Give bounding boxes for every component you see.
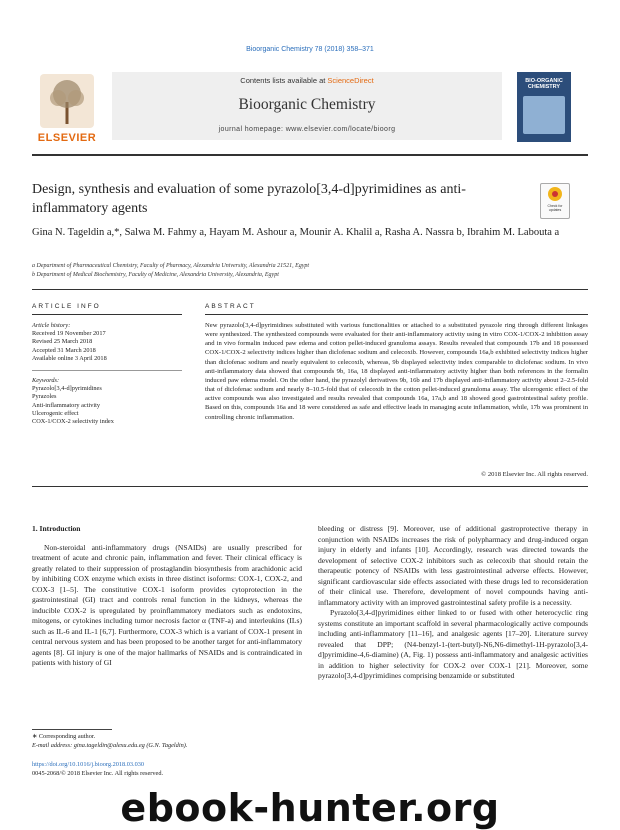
body-column-left xyxy=(32,524,302,669)
contents-line xyxy=(112,76,502,85)
elsevier-logo xyxy=(32,72,102,148)
elsevier-wordmark: ELSEVIER xyxy=(37,132,97,144)
history-label: Article history: xyxy=(32,322,71,329)
email-address[interactable]: E-mail address: gina.tageldin@alexu.edu.eg (G.N. Tageldin). xyxy=(32,742,188,749)
intro-paragraph-1: Non-steroidal anti-inflammatory drugs (NSAIDs) are usually prescribed for treatment of acute and chronic pain, inflammation and fever. Their clinical efficacy is greatly related to their suppression of prostaglandin biosynthesis from arachidonic acid by inhibiting COX enzyme which exists in three distinct isoforms: COX-1, COX-2, and COX-3 [1–5]. The constitutive COX-1 isoform provides cytoprotection in the gastrointestinal (GI) tract and controls renal function in the kidneys, whereas the inducible COX-2 is upregulated by proinflammatory mediators such as endotoxins, mitogens, or cytokines including tumor necrosis factor α (TNF-a) and interleukins (ILs) such as IL-6 and IL-1 [6,7]. Furthermore, COX-3 which is a variant of COX-1 present in central nervous system and has been proposed to be another target for anti-inflammatory agents [8]. GI injury is one of the major hallmarks of NSAIDs and is contraindicated in patients with history of GI xyxy=(32,542,302,667)
journal-citation[interactable]: Bioorganic Chemistry 78 (2018) 358–371 xyxy=(246,46,374,53)
keyword: Ulcerogenic effect xyxy=(32,409,79,417)
article-history xyxy=(32,322,182,363)
abstract-rule xyxy=(205,314,588,315)
cover-image xyxy=(523,96,565,134)
keyword: Anti-inflammatory activity xyxy=(32,401,101,409)
header-rule xyxy=(32,289,588,290)
footnote xyxy=(32,732,302,750)
journal-title: Bioorganic Chemistry xyxy=(238,96,376,113)
corresponding-author-note: ∗ Corresponding author. xyxy=(32,733,96,740)
watermark: ebook-hunter.org xyxy=(120,786,500,830)
keyword: Pyrazoles xyxy=(32,393,57,401)
keywords xyxy=(32,377,182,426)
author-list: Gina N. Tageldin a,*, Salwa M. Fahmy a, Hayam M. Ashour a, Mounir A. Khalil a, Rasha A. Nassra b, Ibrahim M. Labouta a xyxy=(32,227,560,238)
abstract-copyright: © 2018 Elsevier Inc. All rights reserved. xyxy=(481,471,588,478)
masthead xyxy=(32,72,588,152)
check-for-updates-badge[interactable] xyxy=(540,183,570,219)
abstract-heading: ABSTRACT xyxy=(205,303,256,310)
cover-title: BIO-ORGANIC CHEMISTRY xyxy=(525,78,563,90)
sciencedirect-link[interactable]: ScienceDirect xyxy=(327,76,374,85)
doi-link[interactable]: https://doi.org/10.1016/j.bioorg.2018.03.030 xyxy=(32,761,145,768)
history-online: Available online 3 April 2018 xyxy=(32,354,107,362)
section-heading-introduction: 1. Introduction xyxy=(32,524,81,533)
history-received: Received 19 November 2017 xyxy=(32,330,106,338)
masthead-rule xyxy=(32,154,588,156)
keyword: COX-1/COX-2 selectivity index xyxy=(32,418,114,426)
abstract-bottom-rule xyxy=(32,486,588,487)
intro-paragraph-1-cont: bleeding or distress [9]. Moreover, use of additional gastroprotective therapy in conjunction with NSAIDs increases the risk of polypharmacy and drug-induced organ injury in elderly and infants [10]. Accordingly, research was directed towards the development of selective COX-2 inhibitors such as celecoxib that should retain the therapeutic potency of NSAIDs with less gastrointestinal adverse effects. However, significant cardiovascular side effects associated with these drugs led to reconsideration of their clinical use. Therefore, development of novel compounds having anti-inflammatory activity with an improved gastrointestinal safety profile is a necessity. xyxy=(318,524,588,607)
keywords-label: Keywords: xyxy=(32,377,60,384)
article-title: Design, synthesis and evaluation of some pyrazolo[3,4-d]pyrimidines as anti-inflammatory agents xyxy=(32,182,466,216)
issn-line: 0045-2068/© 2018 Elsevier Inc. All rights reserved. xyxy=(32,769,164,777)
journal-banner xyxy=(112,72,502,140)
history-accepted: Accepted 31 March 2018 xyxy=(32,346,96,354)
journal-homepage[interactable]: journal homepage: www.elsevier.com/locate/bioorg xyxy=(218,126,396,133)
affiliation-b: b Department of Medical Biochemistry, Faculty of Medicine, Alexandria University, Alexandria, Egypt xyxy=(32,272,279,278)
kw-rule xyxy=(32,370,182,371)
info-rule xyxy=(32,314,182,315)
footnote-rule xyxy=(32,729,112,730)
keyword: Pyrazolo[3,4-d]pyrimidines xyxy=(32,385,102,393)
affiliations xyxy=(32,262,572,280)
body-column-right xyxy=(318,524,588,682)
updates-label: Check for updates xyxy=(547,204,563,212)
doi-block xyxy=(32,761,332,778)
intro-paragraph-2: Pyrazolo[3,4-d]pyrimidines either linked to or fused with other heterocyclic ring systems constitute an important scaffold in several pharmacologically active compounds including anti-inflammatory [11–16], and analgesic agents [17–20]. Literature survey revealed that DPP; (N4-benzyl-1-(tert-butyl)-N6,N6-dimethyl-1H-pyrazolo[3,4-d]pyrimidine-4,6-diamine) (A, Fig. 1) possess anti-inflammatory and analgesic activities in addition to higher selectivity for COX-2 over COX-1 [21]. Moreover, some pyrazolo[3,4-d]pyrimidines comprising benzamide or substituted xyxy=(318,608,588,680)
affiliation-a: a Department of Pharmaceutical Chemistry, Faculty of Pharmacy, Alexandria University, Alexandria 21521, Egypt xyxy=(32,263,310,269)
abstract-text: New pyrazolo[3,4-d]pyrimidines substituted with various functionalities or attached to a substituted pyrazole ring through different linkages were synthesized. The synthesized compounds were evaluated for their anti-inflammatory activity using in vitro COX-1/COX-2 inhibition assay and in vivo formalin induced paw edema and cotton pellet-induced granuloma assays. Results revealed that compounds 17b and 18 possessed COX-1/COX-2 selectivity indices higher than diclofenac sodium and celecoxib. However, compounds 16a,b exhibited selectivity indices higher than diclofenac sodium and nearly equivalent to celecoxib, whereas, 9b displayed selectivity index comparable to diclofenac sodium. In vivo anti-inflammatory data showed that compounds 9b, 16a, 18 displayed anti-inflammatory activity higher than both references in the formalin induced paw edema model. On the other hand, the pyrazolyl derivatives 9b, 16b and 17b displayed anti-inflammatory activity about 2–2.5-fold that of diclofenac sodium and nearly 8–10.5-fold that of celecoxib in the cotton pellet-induced granuloma assay. The ulcerogenic effect of the active compounds was also investigated and results revealed that compounds 16a, 17a,b and 18 showed good gastrointestinal safety profile. Based on this, compounds 16a and 18 were considered as safe and effective leads in managing acute inflammation, while, 17b was prominent in controlling chronic inflammation. xyxy=(205,322,588,421)
journal-cover[interactable] xyxy=(517,72,571,142)
history-revised: Revised 25 March 2018 xyxy=(32,338,93,346)
updates-icon xyxy=(548,187,562,201)
contents-prefix: Contents lists available at xyxy=(240,76,328,85)
article-info-heading: ARTICLE INFO xyxy=(32,303,101,310)
elsevier-tree-icon xyxy=(40,74,94,128)
